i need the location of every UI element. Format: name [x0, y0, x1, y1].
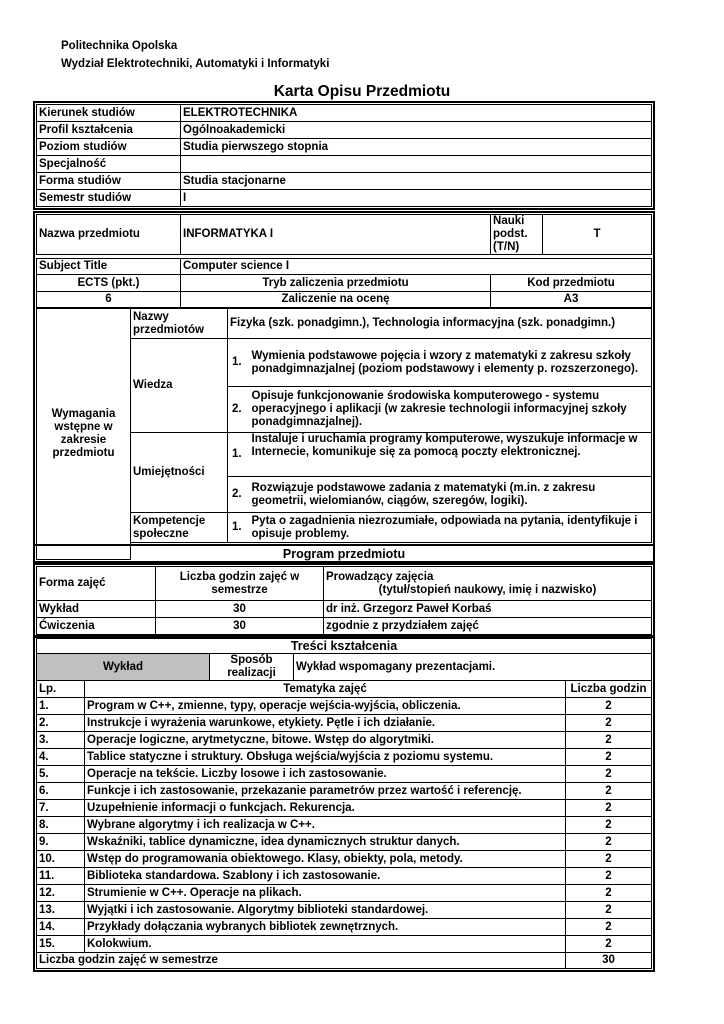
- knowledge-text: Opisuje funkcjonowanie środowiska komputerowego - systemu operacyjnego i aplikacji (w zakresie technologii informacyjnej szkoły ponadgimnazjalnej).: [250, 387, 652, 433]
- row-hours: 2: [566, 732, 652, 749]
- table-row: [37, 766, 652, 783]
- mode-label: Tryb zaliczenia przedmiotu: [181, 275, 491, 292]
- lecturer-value: dr inż. Grzegorz Paweł Korbaś: [324, 601, 652, 618]
- row-hours: 2: [566, 783, 652, 800]
- row-topic: Operacje na tekście. Liczby losowe i ich zastosowanie.: [85, 766, 566, 783]
- study-value: Studia pierwszego stopnia: [181, 139, 652, 156]
- row-hours: 2: [566, 902, 652, 919]
- row-lp: 7.: [37, 800, 85, 817]
- table-row: [37, 749, 652, 766]
- content-title-row: [37, 639, 652, 654]
- row-lp: 5.: [37, 766, 85, 783]
- row-hours: 2: [566, 851, 652, 868]
- table-row: [37, 817, 652, 834]
- study-row: [37, 156, 652, 173]
- table-row: [37, 834, 652, 851]
- hours-label: Liczba godzin zajęć w semestrze: [156, 567, 324, 601]
- row-hours: 2: [566, 868, 652, 885]
- subject-title-value: Computer science I: [181, 259, 652, 275]
- row-hours: 2: [566, 834, 652, 851]
- study-label: Poziom studiów: [37, 139, 181, 156]
- knowledge-number: 2.: [228, 387, 250, 433]
- social-label: Kompetencje społeczne: [131, 513, 228, 543]
- row-topic: Program w C++, zmienne, typy, operacje wejścia-wyjścia, obliczenia.: [85, 698, 566, 715]
- knowledge-text: Wymienia podstawowe pojęcia i wzory z matematyki z zakresu szkoły ponadgimnazjalnej (poziom podstawowy i elementy p. rozszerzonego).: [250, 339, 652, 387]
- subject-name-value: INFORMATYKA I: [181, 215, 491, 255]
- row-lp: 10.: [37, 851, 85, 868]
- social-number: 1.: [228, 513, 250, 543]
- study-value: Ogólnoakademicki: [181, 122, 652, 139]
- row-topic: Wstęp do programowania obiektowego. Klasy, obiekty, pola, metody.: [85, 851, 566, 868]
- table-row: [37, 936, 652, 953]
- subject-name-label: Nazwa przedmiotu: [37, 215, 181, 255]
- col-topic: Tematyka zajęć: [85, 681, 566, 698]
- skills-text: Instaluje i uruchamia programy komputerowe, wyszukuje informacje w Internecie, komunikuje się za pomocą poczty elektronicznej.: [250, 433, 652, 477]
- code-label: Kod przedmiotu: [491, 275, 652, 292]
- row-hours: 2: [566, 766, 652, 783]
- university-name: Politechnika Opolska: [61, 40, 178, 52]
- subject-title-label: Subject Title: [37, 259, 181, 275]
- row-hours: 2: [566, 817, 652, 834]
- row-hours: 2: [566, 800, 652, 817]
- total-label: Liczba godzin zajęć w semestrze: [37, 953, 566, 969]
- row-topic: Tablice statyczne i struktury. Obsługa wejścia/wyjścia z poziomu systemu.: [85, 749, 566, 766]
- content-method-row: [37, 654, 652, 681]
- method-value: Wykład wspomagany prezentacjami.: [294, 654, 652, 681]
- code-value: A3: [491, 292, 652, 308]
- program-header: [35, 544, 653, 563]
- hours-value: 30: [156, 601, 324, 618]
- program-block: [33, 563, 655, 638]
- table-row: [37, 902, 652, 919]
- hours-value: 30: [156, 618, 324, 635]
- faculty-name: Wydział Elektrotechniki, Automatyki i Informatyki: [61, 58, 330, 70]
- study-label: Profil kształcenia: [37, 122, 181, 139]
- row-lp: 14.: [37, 919, 85, 936]
- row-lp: 15.: [37, 936, 85, 953]
- study-row: [37, 105, 652, 122]
- subject-name-row: [37, 215, 652, 255]
- study-value: Studia stacjonarne: [181, 173, 652, 190]
- skills-label: Umiejętności: [131, 433, 228, 513]
- lecturer-cell: [324, 567, 652, 601]
- program-title: Program przedmiotu: [282, 547, 406, 561]
- study-label: Kierunek studiów: [37, 105, 181, 122]
- content-type: Wykład: [37, 654, 210, 681]
- study-row: [37, 139, 652, 156]
- row-lp: 8.: [37, 817, 85, 834]
- row-topic: Wyjątki i ich zastosowanie. Algorytmy biblioteki standardowej.: [85, 902, 566, 919]
- row-hours: 2: [566, 919, 652, 936]
- skills-number: 2.: [228, 477, 250, 513]
- ects-value-row: [37, 292, 652, 308]
- study-label: Specjalność: [37, 156, 181, 173]
- subject-title-row: [37, 259, 652, 275]
- social-text: Pyta o zagadnienia niezrozumiałe, odpowiada na pytania, identyfikuje i opisuje problemy.: [250, 513, 652, 543]
- lecturer-value: zgodnie z przydziałem zajęć: [324, 618, 652, 635]
- mode-value: Zaliczenie na ocenę: [181, 292, 491, 308]
- prerequisites-label: Wymagania wstępne w zakresie przedmiotu: [37, 309, 131, 560]
- row-topic: Funkcje i ich zastosowanie, przekazanie parametrów przez wartość i referencję.: [85, 783, 566, 800]
- row-topic: Uzupełnienie informacji o funkcjach. Rekurencja.: [85, 800, 566, 817]
- study-info-block: [33, 101, 655, 210]
- row-topic: Wskaźniki, tablice dynamiczne, idea dynamicznych struktur danych.: [85, 834, 566, 851]
- content-block: [33, 635, 655, 972]
- table-row: [37, 868, 652, 885]
- table-row: [37, 851, 652, 868]
- table-row: [37, 698, 652, 715]
- lecturer-sub: (tytuł/stopień naukowy, imię i nazwisko): [378, 583, 597, 596]
- table-row: [37, 715, 652, 732]
- courses-label: Nazwy przedmiotów: [131, 309, 228, 339]
- ects-header-row: [37, 275, 652, 292]
- skills-text: Rozwiązuje podstawowe zadania z matematyki (m.in. z zakresu geometrii, wielomianów, ciągów, szeregów, logiki).: [250, 477, 652, 513]
- knowledge-label: Wiedza: [131, 339, 228, 433]
- prereq-courses-row: [37, 309, 652, 339]
- row-lp: 3.: [37, 732, 85, 749]
- row-topic: Instrukcje i wyrażenia warunkowe, etykiety. Pętle i ich działanie.: [85, 715, 566, 732]
- table-row: [37, 919, 652, 936]
- form-value: Ćwiczenia: [37, 618, 156, 635]
- row-topic: Strumienie w C++. Operacje na plikach.: [85, 885, 566, 902]
- total-row: [37, 953, 652, 969]
- study-label: Semestr studiów: [37, 190, 181, 207]
- row-hours: 2: [566, 749, 652, 766]
- form-value: Wykład: [37, 601, 156, 618]
- row-hours: 2: [566, 698, 652, 715]
- col-lp: Lp.: [37, 681, 85, 698]
- courses-value: Fizyka (szk. ponadgimn.), Technologia informacyjna (szk. ponadgimn.): [228, 309, 652, 339]
- row-lp: 9.: [37, 834, 85, 851]
- row-lp: 2.: [37, 715, 85, 732]
- row-lp: 12.: [37, 885, 85, 902]
- study-row: [37, 122, 652, 139]
- row-hours: 2: [566, 885, 652, 902]
- ects-label: ECTS (pkt.): [37, 275, 181, 292]
- row-lp: 11.: [37, 868, 85, 885]
- form-label: Forma zajęć: [37, 567, 156, 601]
- content-title: Treści kształcenia: [37, 639, 652, 654]
- document-title: Karta Opisu Przedmiotu: [273, 83, 451, 100]
- row-topic: Kolokwium.: [85, 936, 566, 953]
- study-value: ELEKTROTECHNIKA: [181, 105, 652, 122]
- ects-value: 6: [37, 292, 181, 308]
- row-topic: Przykłady dołączania wybranych bibliotek zewnętrznych.: [85, 919, 566, 936]
- row-lp: 13.: [37, 902, 85, 919]
- subject-block: [33, 211, 655, 563]
- content-header-row: [37, 681, 652, 698]
- total-value: 30: [566, 953, 652, 969]
- program-row: [37, 601, 652, 618]
- col-hours: Liczba godzin: [566, 681, 652, 698]
- table-row: [37, 783, 652, 800]
- row-hours: 2: [566, 715, 652, 732]
- study-value: [181, 156, 652, 173]
- study-value: I: [181, 190, 652, 207]
- basic-sciences-value: T: [543, 215, 652, 255]
- row-topic: Operacje logiczne, arytmetyczne, bitowe. Wstęp do algorytmiki.: [85, 732, 566, 749]
- table-row: [37, 732, 652, 749]
- table-row: [37, 800, 652, 817]
- knowledge-number: 1.: [228, 339, 250, 387]
- table-row: [37, 885, 652, 902]
- lecturer-label: Prowadzący zajęcia: [326, 570, 434, 583]
- basic-sciences-label: Nauki podst. (T/N): [491, 215, 543, 255]
- skills-number: 1.: [228, 433, 250, 477]
- row-hours: 2: [566, 936, 652, 953]
- program-row: [37, 618, 652, 635]
- row-lp: 1.: [37, 698, 85, 715]
- row-lp: 6.: [37, 783, 85, 800]
- study-row: [37, 173, 652, 190]
- method-label: Sposób realizacji: [210, 654, 294, 681]
- row-topic: Wybrane algorytmy i ich realizacja w C++.: [85, 817, 566, 834]
- study-label: Forma studiów: [37, 173, 181, 190]
- row-lp: 4.: [37, 749, 85, 766]
- row-topic: Biblioteka standardowa. Szablony i ich zastosowanie.: [85, 868, 566, 885]
- program-header-row: [37, 567, 652, 601]
- study-row: [37, 190, 652, 207]
